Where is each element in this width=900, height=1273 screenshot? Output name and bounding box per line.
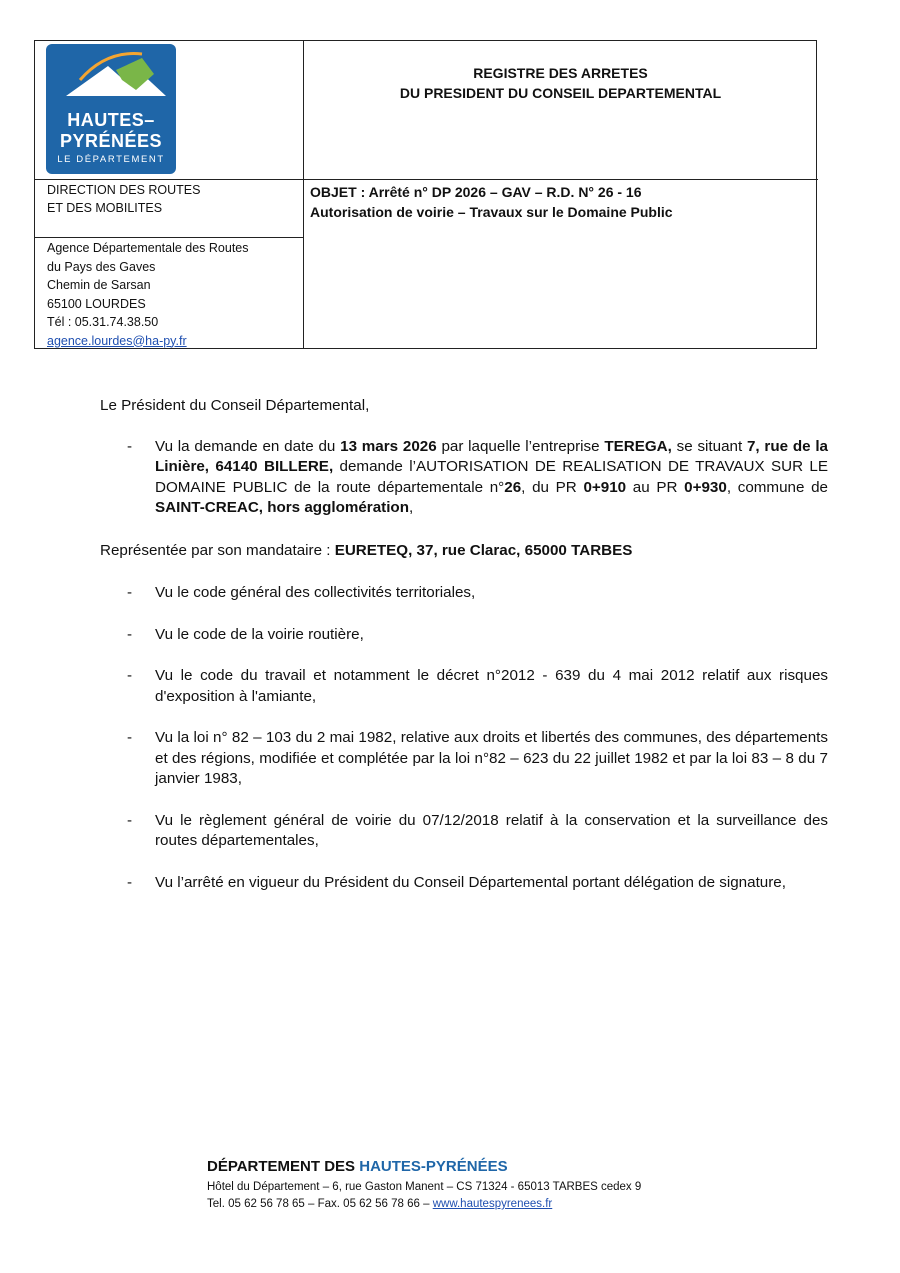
request-pr-end: 0+930 bbox=[684, 478, 727, 496]
object-line-1: OBJET : Arrêté n° DP 2026 – GAV – R.D. N° 26 - 16 bbox=[310, 184, 642, 200]
footer-address: Hôtel du Département – 6, rue Gaston Manent – CS 71324 - 65013 TARBES cedex 9 bbox=[207, 1181, 642, 1193]
footer-title-highlight: HAUTES-PYRÉNÉES bbox=[359, 1158, 508, 1175]
request-text: , commune de bbox=[726, 478, 828, 496]
header-table bbox=[34, 40, 817, 349]
bullet-dash: - bbox=[127, 873, 133, 891]
request-paragraph bbox=[100, 437, 828, 519]
direction-line-2: ET DES MOBILITES bbox=[47, 201, 163, 215]
department-logo bbox=[46, 44, 176, 174]
consideration-text: Vu l’arrêté en vigueur du Président du Conseil Départemental portant délégation de signature, bbox=[155, 873, 786, 891]
request-commune: SAINT-CREAC, hors agglomération bbox=[155, 499, 409, 516]
consideration-item bbox=[100, 811, 828, 852]
representative-prefix: Représentée par son mandataire : bbox=[100, 541, 335, 559]
logo-line-1: HAUTES– bbox=[67, 110, 155, 130]
representative-line bbox=[100, 541, 828, 562]
request-company: TEREGA, bbox=[604, 437, 672, 455]
footer-title-prefix: DÉPARTEMENT DES bbox=[207, 1158, 360, 1175]
request-date: 13 mars 2026 bbox=[340, 437, 437, 455]
request-text: par laquelle l’entreprise bbox=[436, 437, 605, 455]
bullet-dash: - bbox=[127, 437, 133, 455]
request-text: se situant bbox=[671, 437, 747, 455]
footer-title bbox=[207, 1158, 641, 1175]
mountain-icon bbox=[46, 44, 176, 114]
agency-phone: Tél : 05.31.74.38.50 bbox=[47, 315, 159, 329]
request-text: , du PR bbox=[521, 478, 584, 496]
consideration-item bbox=[100, 625, 828, 646]
consideration-text: Vu le code du travail et notamment le décret n°2012 - 639 du 4 mai 2012 relatif aux risques d'exposition à l'amiante, bbox=[155, 667, 828, 705]
request-pr-start: 0+910 bbox=[583, 478, 627, 496]
footer-contact bbox=[207, 1196, 641, 1213]
request-text: Vu la demande en date du bbox=[155, 437, 341, 455]
consideration-item bbox=[100, 873, 828, 894]
representative-name: EURETEQ, 37, rue Clarac, 65000 TARBES bbox=[334, 541, 633, 559]
bullet-dash: - bbox=[127, 625, 133, 643]
footer-website-link[interactable]: www.hautespyrenees.fr bbox=[432, 1198, 553, 1210]
register-line-2: DU PRESIDENT DU CONSEIL DEPARTEMENTAL bbox=[399, 85, 722, 101]
salutation: Le Président du Conseil Départemental, bbox=[100, 397, 370, 414]
agency-name: Agence Départementale des Routes bbox=[47, 241, 249, 255]
object-block bbox=[310, 182, 673, 222]
direction-block bbox=[47, 181, 201, 217]
agency-block bbox=[47, 239, 249, 350]
document-body bbox=[100, 396, 828, 893]
object-line-2: Autorisation de voirie – Travaux sur le Domaine Public bbox=[310, 204, 673, 220]
bullet-dash: - bbox=[127, 729, 133, 746]
request-text: au PR bbox=[626, 478, 685, 496]
footer-contact-text: Tel. 05 62 56 78 65 – Fax. 05 62 56 78 66 – bbox=[207, 1198, 433, 1210]
consideration-text: Vu le code de la voirie routière, bbox=[155, 625, 364, 643]
logo-line-3: LE DÉPARTEMENT bbox=[57, 154, 165, 165]
request-text: demande l’AUTORISATION DE REALISATION DE TRAVAUX SUR LE DOMAINE PUBLIC de la route départementale n° bbox=[155, 458, 828, 496]
bullet-dash: - bbox=[127, 584, 133, 601]
agency-city: 65100 LOURDES bbox=[47, 296, 146, 311]
direction-line-1: DIRECTION DES ROUTES bbox=[47, 183, 201, 197]
register-title bbox=[303, 63, 818, 103]
logo-line-2: PYRÉNÉES bbox=[59, 131, 163, 151]
agency-area: du Pays des Gaves bbox=[47, 259, 156, 274]
consideration-item bbox=[100, 583, 828, 604]
consideration-text: Vu la loi n° 82 – 103 du 2 mai 1982, relative aux droits et libertés des communes, des départements et des régions, modifiée et complétée par la loi n°82 – 623 du 22 juillet 1982 et par la loi 83 – 8 du 7 janvier 1983, bbox=[155, 729, 828, 787]
register-line-1: REGISTRE DES ARRETES bbox=[473, 65, 648, 81]
header-divider-horizontal bbox=[35, 179, 818, 180]
consideration-item bbox=[100, 666, 828, 707]
request-road: 26 bbox=[504, 478, 522, 496]
agency-street: Chemin de Sarsan bbox=[47, 278, 151, 292]
consideration-text: Vu le code général des collectivités territoriales, bbox=[155, 584, 476, 601]
request-text: , bbox=[409, 499, 414, 516]
agency-email-link[interactable]: agence.lourdes@ha-py.fr bbox=[47, 333, 187, 348]
footer bbox=[207, 1158, 641, 1213]
bullet-dash: - bbox=[127, 667, 133, 684]
consideration-text: Vu le règlement général de voirie du 07/12/2018 relatif à la conservation et la surveillance des routes départementales, bbox=[155, 811, 828, 849]
header-divider-left bbox=[35, 237, 303, 238]
request-address: 7, rue de la Linière, 64140 BILLERE, bbox=[155, 437, 828, 475]
consideration-item bbox=[100, 728, 828, 790]
bullet-dash: - bbox=[127, 811, 133, 829]
